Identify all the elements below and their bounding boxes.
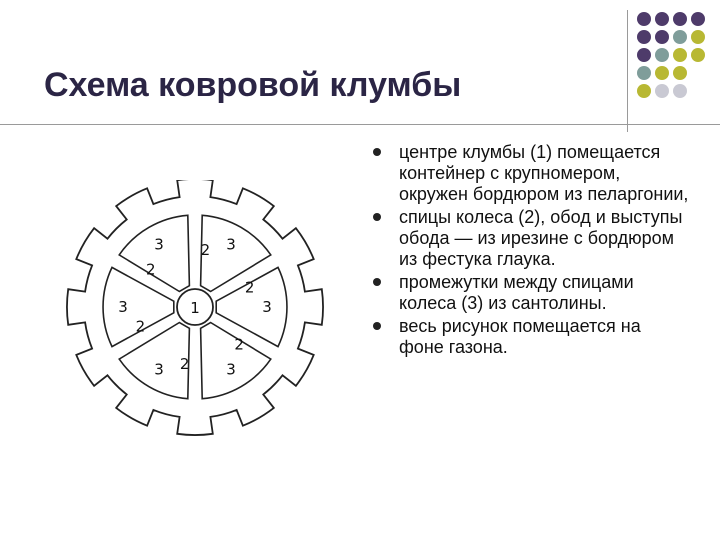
bullet-list xyxy=(370,142,690,360)
flowerbed-diagram xyxy=(58,180,333,445)
sector-label: 3 xyxy=(154,235,164,254)
decorative-dot xyxy=(673,30,687,44)
decorative-dot xyxy=(637,66,651,80)
decorative-dot xyxy=(655,30,669,44)
spoke-label: 2 xyxy=(179,355,190,374)
bullet-item xyxy=(370,142,690,205)
bullet-dot-icon xyxy=(373,148,381,156)
sector-label: 3 xyxy=(226,235,236,254)
decorative-dot xyxy=(673,48,687,62)
spoke-label: 2 xyxy=(146,260,156,279)
sector-label: 3 xyxy=(118,298,128,316)
bullet-text: центре клумбы (1) помещается контейнер с крупномером, окружен бордюром из пеларгонии, xyxy=(399,142,689,204)
spoke-label: 2 xyxy=(135,317,146,336)
bullet-dot-icon xyxy=(373,213,381,221)
bullet-item xyxy=(370,207,690,270)
spoke-label: 2 xyxy=(244,278,255,297)
corner-divider xyxy=(627,10,628,132)
decorative-dot xyxy=(655,12,669,26)
title-divider xyxy=(0,124,720,125)
bullet-text: спицы колеса (2), обод и выступы обода — из ирезине с бордюром из фестука глаука. xyxy=(399,207,683,269)
decorative-dot xyxy=(691,12,705,26)
bullet-item xyxy=(370,272,690,314)
bullet-text: промежутки между спицами колеса (3) из сантолины. xyxy=(399,272,634,313)
bullet-text: весь рисунок помещается на фоне газона. xyxy=(399,316,641,357)
spoke-label: 2 xyxy=(234,335,244,354)
bullet-item xyxy=(370,316,690,358)
decorative-dot xyxy=(637,30,651,44)
decorative-dot xyxy=(673,84,687,98)
decorative-dot xyxy=(637,48,651,62)
decorative-dot xyxy=(655,48,669,62)
decorative-dot xyxy=(673,12,687,26)
bullet-dot-icon xyxy=(373,278,381,286)
sector-label: 3 xyxy=(226,360,236,379)
center-label: 1 xyxy=(190,299,200,317)
decorative-dot xyxy=(637,84,651,98)
sector-label: 3 xyxy=(262,298,272,316)
decorative-dot xyxy=(673,66,687,80)
slide-title: Схема ковровой клумбы xyxy=(44,66,462,104)
decorative-dot xyxy=(691,30,705,44)
decorative-dot xyxy=(637,12,651,26)
decorative-dot xyxy=(691,48,705,62)
decorative-dot xyxy=(655,66,669,80)
sector-label: 3 xyxy=(154,360,164,379)
spoke-label: 2 xyxy=(200,240,211,259)
bullet-dot-icon xyxy=(373,322,381,330)
decorative-dot xyxy=(655,84,669,98)
